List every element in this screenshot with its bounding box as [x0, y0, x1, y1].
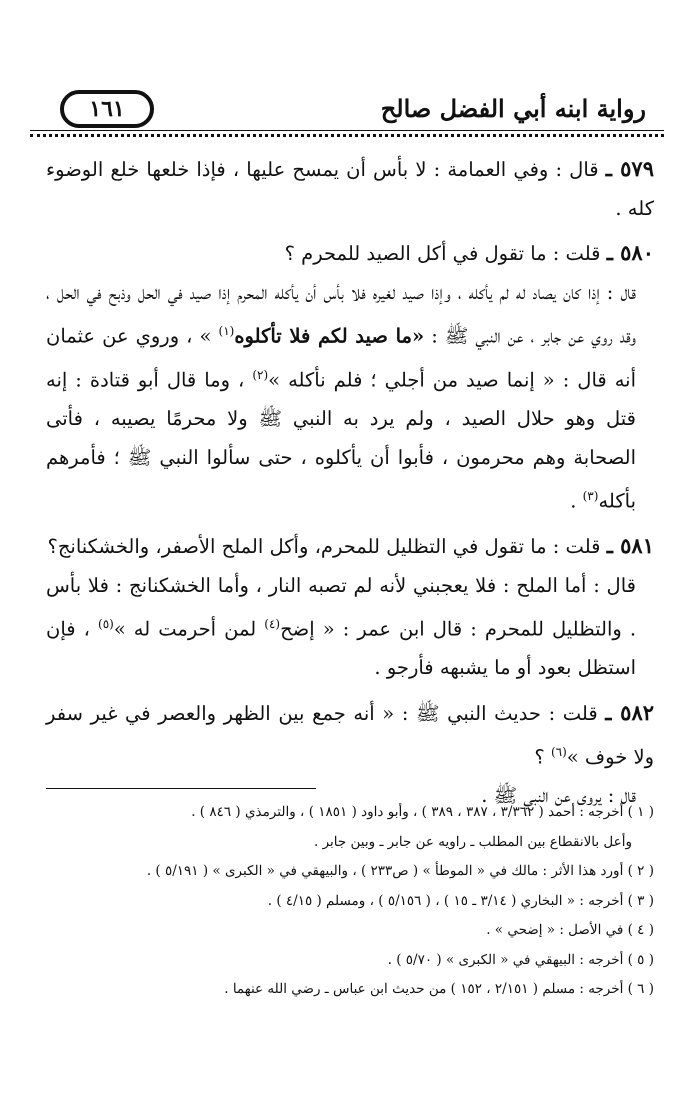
- entry-number: ٥٧٩ ـ: [605, 156, 654, 181]
- entry-581: [46, 527, 654, 688]
- entry-580: [46, 234, 654, 521]
- entry-question: قلت : ما تقول في أكل الصيد للمحرم ؟: [284, 242, 601, 265]
- footnotes: [46, 798, 654, 1005]
- answer-text: ، وما قال أبو قتادة : إنه قتل وهو حلال الصيد ، ولم يرد به النبي ﷺ ولا محرمًا يصيبه ، فأتى الصحابة وهم محرمون ، فأبوا أن يأكلوه ، حتى سألوا النبي ﷺ ؛ فأمرهم بأكله: [46, 368, 636, 513]
- page-header: [30, 88, 664, 138]
- footnote-ref: (٦): [550, 745, 567, 759]
- entry-question: قلت : حديث النبي ﷺ : « أنه جمع بين الظهر والعصر في غير سفر ولا خوف »: [46, 701, 654, 769]
- entry-number: ٥٨٢ ـ: [605, 699, 655, 725]
- entry-579: [46, 150, 654, 228]
- entry-answer: [46, 274, 654, 522]
- footnote-3: ( ٣ ) أخرجه : « البخاري ( ٣/١٤ ـ ١٥ ) ، ( ٥/١٥٦ ) ، ومسلم ( ٤/١٥ ) .: [267, 892, 654, 909]
- running-title: رواية ابنه أبي الفضل صالح: [380, 94, 646, 123]
- footnote-ref: (٣): [582, 489, 599, 503]
- footnote-4: ( ٤ ) في الأصل : « إضحي » .: [486, 922, 654, 938]
- footnote-6: ( ٦ ) أخرجه : مسلم ( ٢/١٥١ ، ١٥٢ ) من حديث ابن عباس ـ رضي الله عنهما .: [224, 981, 654, 997]
- header-rule: [30, 130, 664, 131]
- entry-answer: قال : يروى عن النبي ﷺ .: [481, 784, 636, 807]
- header-dotted-rule: [30, 134, 664, 137]
- footnote-1: ( ١ ) أخرجه : أحمد ( ٣/٣٦٢ ، ٣٨٧ ، ٣٨٩ ) ، وأبو داود ( ١٨٥١ ) ، والترمذي ( ٨٤٦ ) .: [191, 804, 654, 820]
- answer-text: » ، وروي عن عثمان أنه قال : « إنما صيد من أجلي ؛ فلم نأكله »: [46, 324, 636, 392]
- answer-text: .: [570, 489, 577, 513]
- answer-text: لمن أحرمت له »: [113, 617, 257, 641]
- footnote-2: ( ٢ ) أورد هذا الأثر : مالك في « الموطأ » ( ص٢٣٣ ) ، والبيهقي في « الكبرى » ( ٥/١٩١ ) .: [146, 863, 654, 879]
- entry-question: قلت : ما تقول في التظليل للمحرم، وأكل الملح الأصفر، والخشكنانج؟: [47, 535, 601, 558]
- footnote-ref: (٢): [252, 368, 269, 382]
- footnote-separator: [46, 788, 316, 789]
- footnote-ref: (٤): [264, 617, 281, 631]
- entry-answer: [46, 567, 654, 688]
- entry-text: قال : وفي العمامة : لا بأس أن يمسح عليها ، فإذا خلعها خلع الوضوء كله .: [46, 158, 654, 220]
- entry-question-end: ؟: [534, 745, 545, 769]
- footnote-5: ( ٥ ) أخرجه : البيهقي في « الكبرى » ( ٥/٧٠ ) .: [387, 951, 654, 968]
- hadith-quote: «ما صيد لكم فلا تأكلوه: [234, 324, 425, 348]
- main-text: [46, 150, 654, 822]
- answer-text: ، فإن استظل بعود أو ما يشبهه فأرجو .: [46, 617, 636, 679]
- footnote-1-continuation: وأعل بالانقطاع بين المطلب ـ راويه عن جابر ـ وبين جابر .: [313, 833, 632, 850]
- footnote-ref: (٥): [98, 617, 114, 631]
- page-number-badge: [60, 90, 154, 128]
- answer-text: قال : إذا كان يصاد له لم يأكله ، وإذا صيد لغيره فلا بأس أن يأكله المحرم إذا صيد في الحل وذبح في الحل ، وقد روي عن جابر ، عن النبي ﷺ :: [46, 280, 636, 348]
- page-number: ١٦١: [89, 96, 125, 122]
- footnote-ref: (١): [218, 324, 235, 338]
- entry-number: ٥٨٠ ـ: [606, 240, 654, 265]
- answer-text: قال : أما الملح : فلا يعجبني لأنه لم تصبه النار ، وأما الخشكنانج : فلا بأس . والتظليل للمحرم : قال ابن عمر : « إضح: [46, 573, 637, 641]
- entry-number: ٥٨١ ـ: [606, 533, 654, 558]
